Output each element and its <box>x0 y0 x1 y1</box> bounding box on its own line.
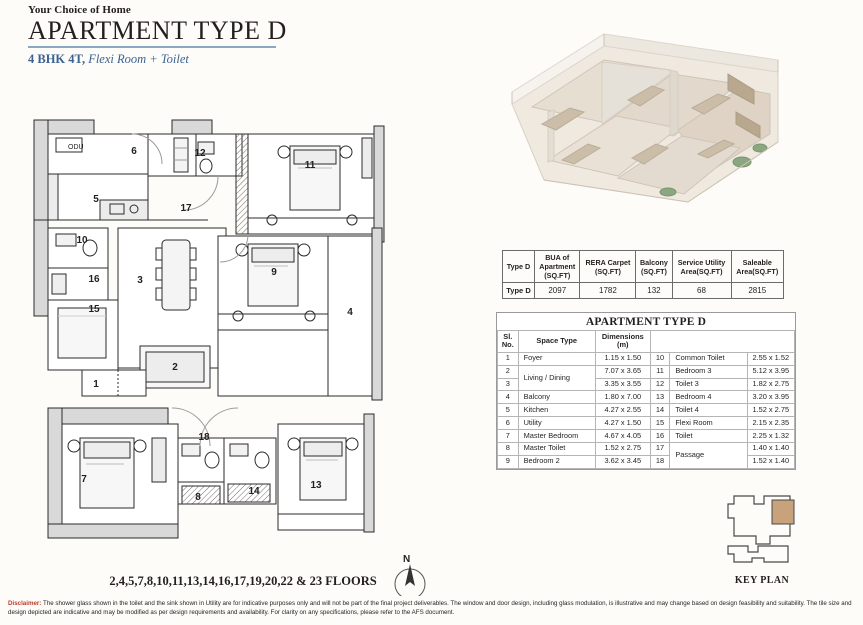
spec-header-bua: BUA of Apartment (SQ.FT) <box>535 251 580 283</box>
row-dim: 2.15 x 2.35 <box>747 417 794 430</box>
row-space: Master Bedroom <box>518 430 595 443</box>
area-statement-table <box>496 312 796 470</box>
svg-text:11: 11 <box>304 160 316 171</box>
table-row <box>498 442 795 455</box>
row-no: 8 <box>498 442 519 455</box>
floors-note: 2,4,5,7,8,10,11,13,14,16,17,19,20,22 & 23 FLOORS <box>109 574 377 588</box>
row-space: Foyer <box>518 352 595 365</box>
row-space: Balcony <box>518 391 595 404</box>
row-no: 3 <box>498 378 519 391</box>
svg-text:8: 8 <box>195 492 201 503</box>
row-space: Bedroom 3 <box>670 365 747 378</box>
row-dim: 7.07 x 3.65 <box>595 365 650 378</box>
row-no: 14 <box>650 404 670 417</box>
table-row <box>498 417 795 430</box>
key-plan-diagram <box>712 488 812 568</box>
row-no: 4 <box>498 391 519 404</box>
disclaimer-lead: Disclaimer: <box>8 600 42 607</box>
row-no: 16 <box>650 430 670 443</box>
row-space: Passage <box>670 442 747 468</box>
table-row <box>498 352 795 365</box>
spec-header-saleable: Saleable Area(SQ.FT) <box>731 251 784 283</box>
svg-text:1: 1 <box>93 379 99 390</box>
spec-header-rera: RERA Carpet (SQ.FT) <box>580 251 636 283</box>
spec-header-service-utility: Service Utility Area(SQ.FT) <box>672 251 731 283</box>
area-header-slno: Sl. No. <box>498 331 519 353</box>
row-dim: 4.27 x 1.50 <box>595 417 650 430</box>
isometric-3d-render <box>492 12 844 234</box>
table-row <box>498 391 795 404</box>
row-dim: 1.52 x 1.40 <box>747 455 794 468</box>
odu-label: ODU <box>68 144 84 151</box>
row-dim: 1.40 x 1.40 <box>747 442 794 455</box>
header-subtitle-rest: Flexi Room + Toilet <box>85 52 189 67</box>
row-space: Living / Dining <box>518 365 595 391</box>
table-row <box>498 404 795 417</box>
table-row <box>498 455 795 468</box>
row-space: Master Toilet <box>518 442 595 455</box>
row-space: Toilet 3 <box>670 378 747 391</box>
row-dim: 3.35 x 3.55 <box>595 378 650 391</box>
svg-text:13: 13 <box>310 480 322 491</box>
row-no: 10 <box>650 352 670 365</box>
spec-cell-balcony: 132 <box>636 283 672 299</box>
row-no: 17 <box>650 442 670 455</box>
spec-cell-service-utility: 68 <box>672 283 731 299</box>
spec-header-type: Type D <box>503 251 535 283</box>
row-no: 18 <box>650 455 670 468</box>
svg-text:6: 6 <box>131 146 137 157</box>
area-header-row <box>498 331 795 353</box>
svg-text:18: 18 <box>198 432 210 443</box>
row-dim: 1.52 x 2.75 <box>595 442 650 455</box>
row-no: 11 <box>650 365 670 378</box>
row-space: Flexi Room <box>670 417 747 430</box>
row-space: Toilet <box>670 430 747 443</box>
key-plan <box>712 488 812 586</box>
row-dim: 1.82 x 2.75 <box>747 378 794 391</box>
row-space: Bedroom 2 <box>518 455 595 468</box>
row-no: 2 <box>498 365 519 378</box>
row-space: Utility <box>518 417 595 430</box>
svg-text:14: 14 <box>248 486 260 497</box>
area-header-dim: Dimensions (m) <box>595 331 650 353</box>
table-row <box>498 430 795 443</box>
svg-text:12: 12 <box>194 148 206 159</box>
spec-cell-rera: 1782 <box>580 283 636 299</box>
svg-text:2: 2 <box>172 362 178 373</box>
row-dim: 1.80 x 7.00 <box>595 391 650 404</box>
row-no: 7 <box>498 430 519 443</box>
apartment-spec-table <box>502 250 784 299</box>
spec-cell-bua: 2097 <box>535 283 580 299</box>
row-dim: 1.15 x 1.50 <box>595 352 650 365</box>
row-no: 5 <box>498 404 519 417</box>
spec-header-row <box>503 251 784 283</box>
row-dim: 2.25 x 1.32 <box>747 430 794 443</box>
row-space: Toilet 4 <box>670 404 747 417</box>
row-no: 15 <box>650 417 670 430</box>
svg-text:16: 16 <box>88 274 100 285</box>
header-kicker: Your Choice of Home <box>28 4 131 16</box>
row-no: 1 <box>498 352 519 365</box>
page-title: APARTMENT TYPE D <box>28 16 287 45</box>
svg-text:9: 9 <box>271 267 277 278</box>
row-dim: 1.52 x 2.75 <box>747 404 794 417</box>
title-rule <box>28 46 276 48</box>
row-dim: 3.20 x 3.95 <box>747 391 794 404</box>
row-space: Common Toilet <box>670 352 747 365</box>
row-dim: 5.12 x 3.95 <box>747 365 794 378</box>
key-plan-label: KEY PLAN <box>734 575 790 586</box>
row-no: 13 <box>650 391 670 404</box>
svg-text:10: 10 <box>76 235 88 246</box>
svg-text:17: 17 <box>180 203 192 214</box>
spec-cell-saleable: 2815 <box>731 283 784 299</box>
svg-text:3: 3 <box>137 275 143 286</box>
spec-cell-type: Type D <box>503 283 535 299</box>
svg-text:4: 4 <box>347 307 353 318</box>
row-no: 9 <box>498 455 519 468</box>
row-no: 6 <box>498 417 519 430</box>
header-subtitle-bold: 4 BHK 4T, <box>28 52 86 67</box>
key-plan-highlight <box>772 500 794 524</box>
row-dim: 2.55 x 1.52 <box>747 352 794 365</box>
compass-north-label: N <box>403 554 411 565</box>
table-row <box>498 365 795 378</box>
svg-text:15: 15 <box>88 304 100 315</box>
row-dim: 4.27 x 2.55 <box>595 404 650 417</box>
row-space: Kitchen <box>518 404 595 417</box>
area-header-space: Space Type <box>518 331 595 353</box>
row-dim: 4.67 x 4.05 <box>595 430 650 443</box>
svg-text:5: 5 <box>93 194 99 205</box>
row-space: Bedroom 4 <box>670 391 747 404</box>
row-no: 12 <box>650 378 670 391</box>
header-subtitle <box>28 52 448 67</box>
spec-value-row <box>503 283 784 299</box>
spec-header-balcony: Balcony (SQ.FT) <box>636 251 672 283</box>
area-statement-caption: APARTMENT TYPE D <box>585 316 707 328</box>
disclaimer <box>0 596 863 625</box>
row-dim: 3.62 x 3.45 <box>595 455 650 468</box>
disclaimer-text: The shower glass shown in the toilet and the sink shown in Utility are for indicative purposes only and will not be part of the final project deliverables. The window and door design, including glass modulation, is illustrative and may change based on design feasibility and suitability. The tile size and design depicted are indicative and may be modified as per design requirements and availability. For clarity on any specifications, please refer to the AFS document. <box>8 600 852 617</box>
floor-plan-drawing <box>22 108 412 568</box>
svg-text:7: 7 <box>81 474 87 485</box>
page-header <box>28 4 448 67</box>
